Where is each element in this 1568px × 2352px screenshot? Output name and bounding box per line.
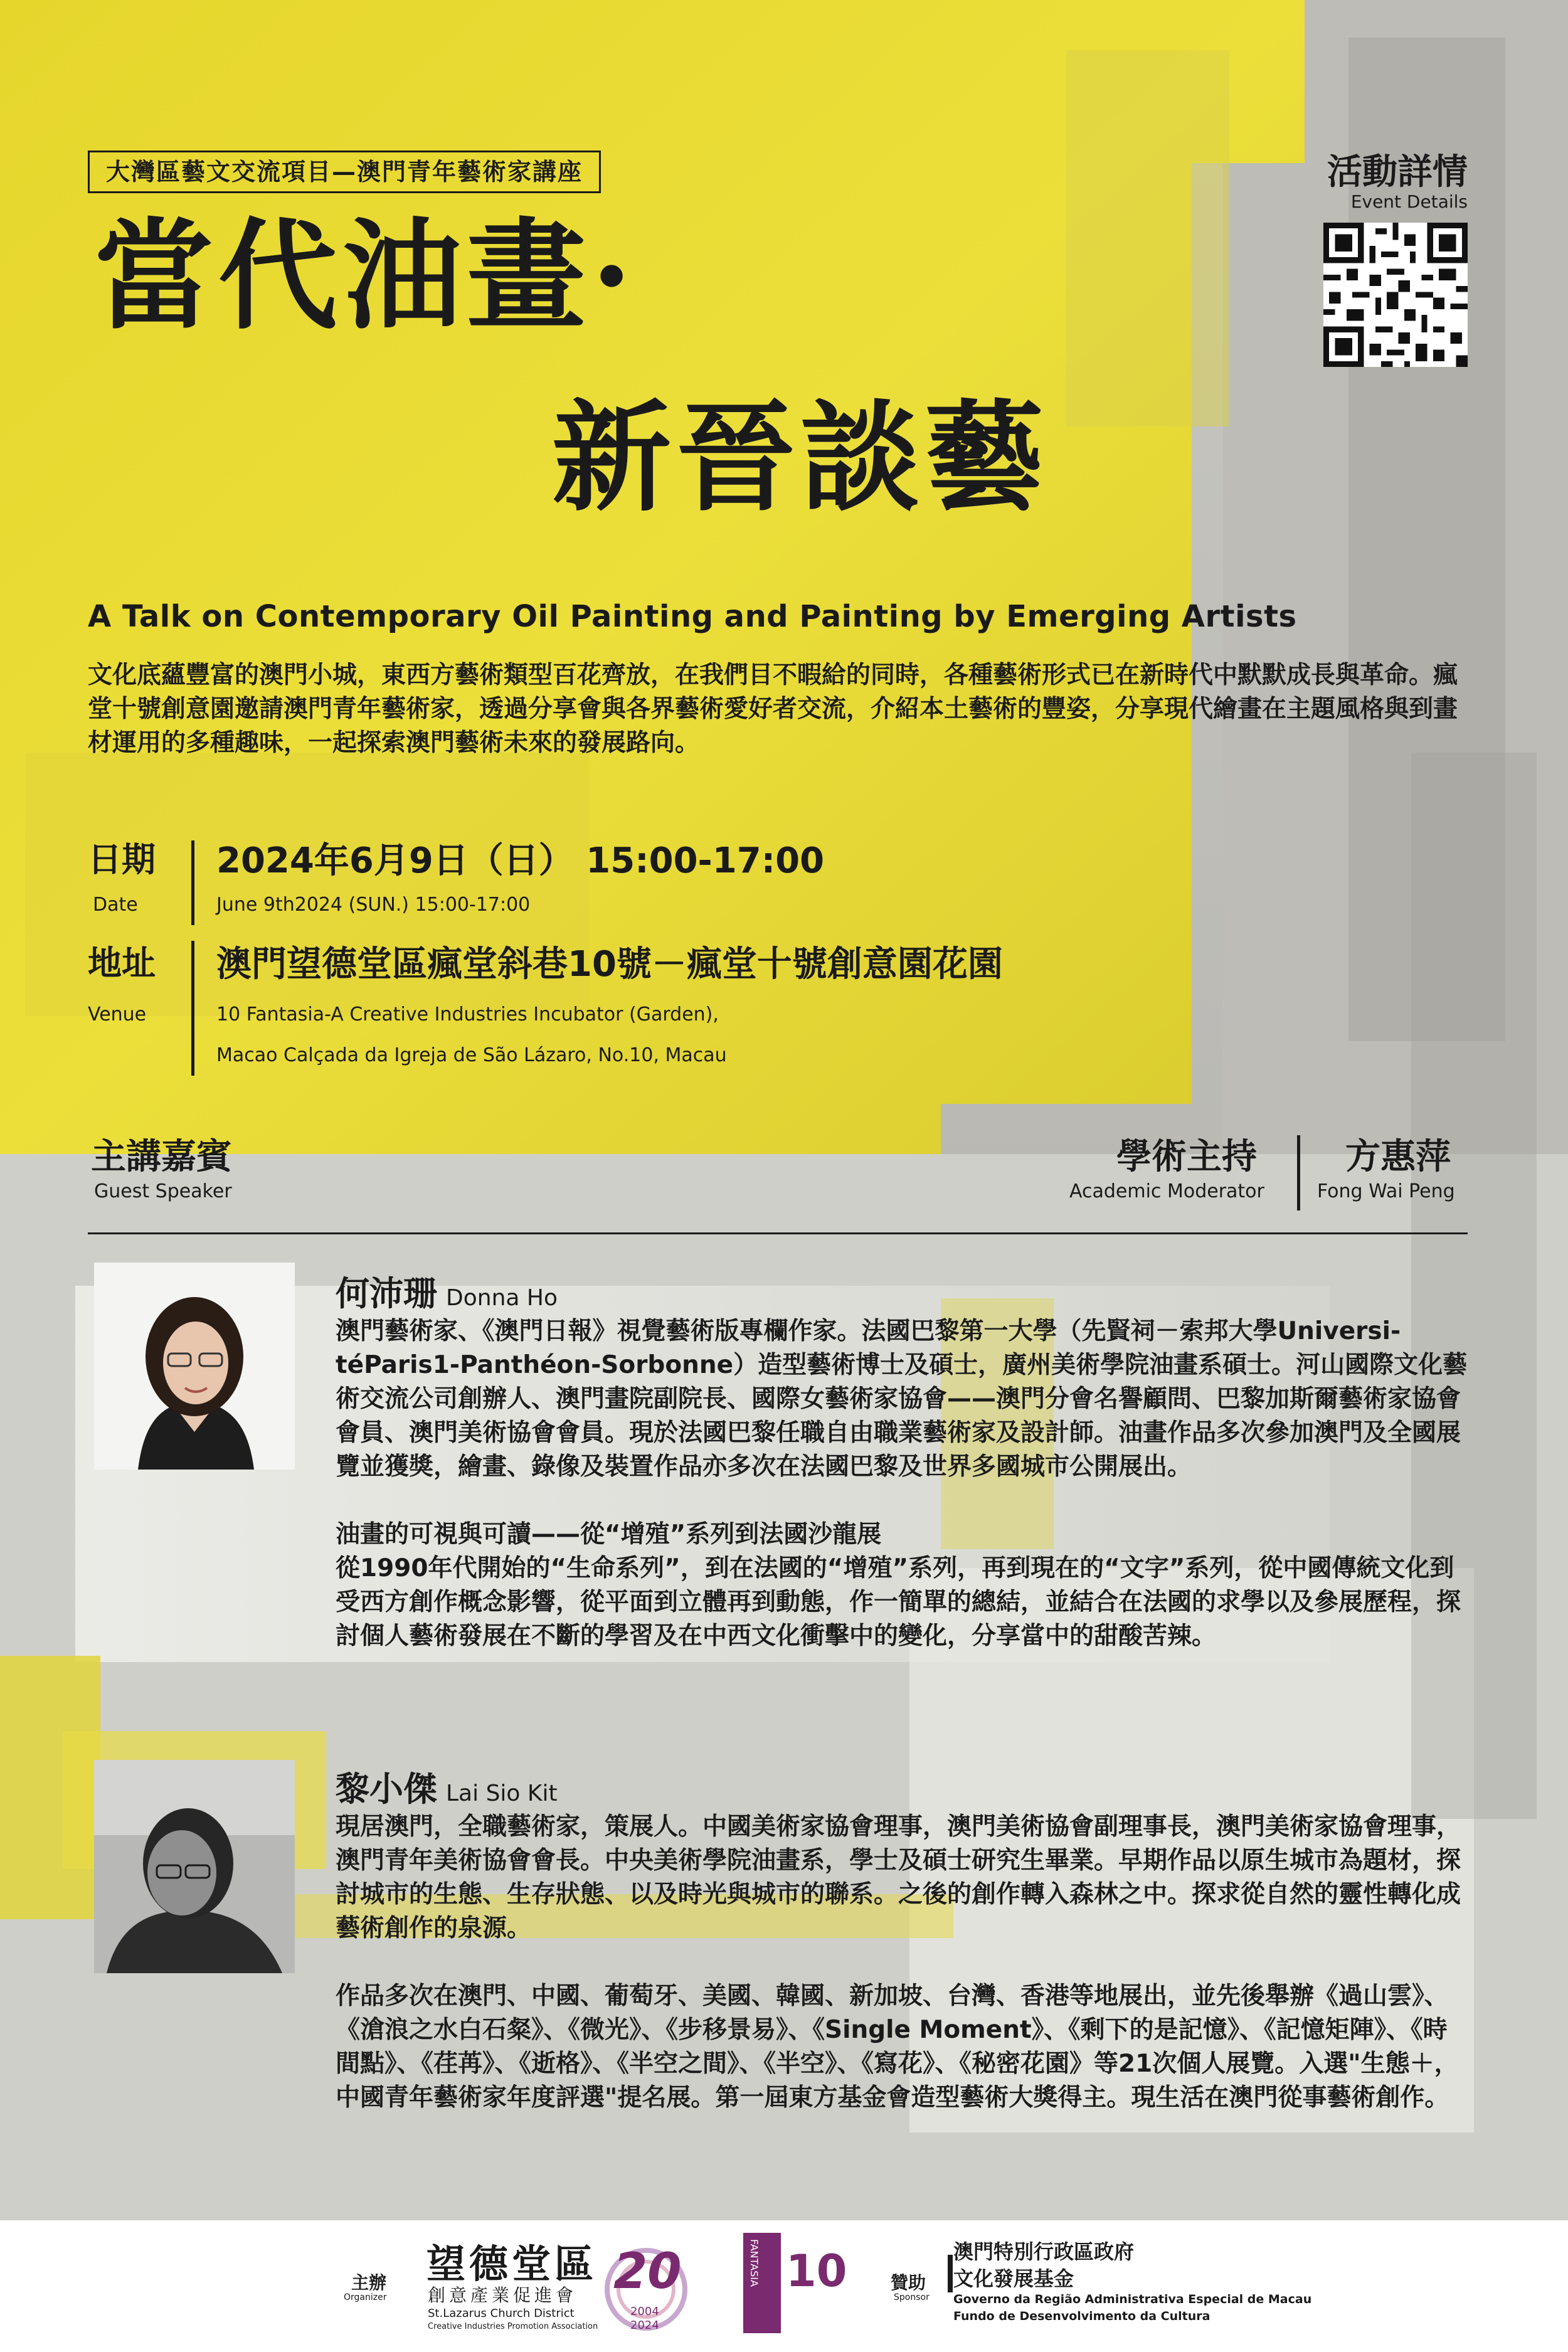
organizer-name: 望德堂區 [426,2241,598,2287]
speaker-name [336,1267,558,1315]
speaker-bio [336,1315,1468,1653]
date-label-en: Date [93,894,138,916]
sponsor-name-2: 文化發展基金 [953,2267,1074,2291]
moderator-divider [1297,1135,1300,1210]
talk-title: 油畫的可視與可讀——從“增殖”系列到法國沙龍展 [336,1520,882,1549]
qr-code-icon[interactable] [1323,223,1468,367]
sponsor-label: 贊助 [891,2272,926,2293]
english-title: A Talk on Contemporary Oil Painting and Painting by Emerging Artists [88,599,1297,634]
organizer-subname: 創意產業促進會 [428,2285,578,2306]
date-value-en: June 9th2024 (SUN.) 15:00-17:00 [216,894,531,916]
date-value: 2024年6月9日（日） 15:00-17:00 [216,840,825,881]
speaker-bio-paragraph: 現居澳門，全職藝術家，策展人。中國美術家協會理事，澳門美術協會副理事長，澳門美術家協會理事，澳門青年美術協會會長。中央美術學院油畫系，學士及碩士研究生畢業。早期作品以原生城市為題材，探討城市的生態、生存狀態、以及時光與城市的聯系。之後的創作轉入森林之中。探求從自然的靈性轉化成藝術創作的泉源。 [336,1813,1461,1942]
venue-label-en: Venue [88,1004,147,1025]
venue-label: 地址 [88,943,156,983]
speaker-name-en: Lai Sio Kit [446,1781,558,1806]
speaker-name-en: Donna Ho [446,1285,558,1311]
fantasia-logo-text: FANTASIA [748,2239,760,2287]
main-title-line1: 當代油畫· [94,206,638,346]
anniversary-year-end: 2024 [630,2319,659,2332]
moderator-heading-en: Academic Moderator [1069,1180,1264,1202]
venue-value-en-2: Macao Calçada da Igreja de São Lázaro, No.10, Macau [216,1044,727,1066]
speaker-bio-paragraph: 澳門藝術家、《澳門日報》視覺藝術版專欄作家。法國巴黎第一大學（先賢祠－索邦大學Universi-téParis1-Panthéon-Sorbonne）造型藝術博士及碩士，廣州美術學院油畫系碩士。河山國際文化藝術交流公司創辦人、澳門畫院副院長、國際女藝術家協會——澳門分會名譽顧問、巴黎加斯爾藝術家協會會員、澳門美術協會會員。現於法國巴黎任職自由職業藝術家及設計師。油畫作品多次參加澳門及全國展覽並獲獎，繪畫、錄像及裝置作品亦多次在法國巴黎及世界多國城市公開展出。 [336,1317,1468,1481]
speaker-photo-donna-ho [94,1263,295,1470]
organizer-en-1: St.Lazarus Church District [428,2307,575,2320]
venue-value-en-1: 10 Fantasia-A Creative Industries Incubator (Garden), [216,1004,719,1025]
organizer-label-en: Organizer [344,2292,387,2302]
tagline: 大灣區藝文交流項目—澳門青年藝術家講座 [88,151,601,193]
event-details-title: 活動詳情 [1327,152,1468,193]
speaker-photo-lai-sio-kit [94,1760,295,1973]
talk-description: 從1990年代開始的“生命系列”，到在法國的“增殖”系列，再到現在的“文字”系列，從中國傳統文化到受西方創作概念影響，從平面到立體再到動態，作一簡單的總結，並結合在法國的求學以及參展歷程，探討個人藝術發展在不斷的學習及在中西文化衝擊中的變化，分享當中的甜酸苦辣。 [336,1554,1461,1650]
speaker-name-zh: 何沛珊 [336,1274,437,1313]
sponsor-label-en: Sponsor [894,2292,930,2302]
sponsor-pt-1: Governo da Região Administrativa Especial de Macau [953,2292,1312,2306]
speaker-name-zh: 黎小傑 [336,1769,437,1809]
sponsor-pt-2: Fundo de Desenvolvimento da Cultura [953,2309,1210,2323]
anniversary-logo [602,2230,690,2343]
footer [0,2220,1568,2352]
speaker-bio [336,1810,1468,2115]
anniversary-number: 20 [613,2243,682,2300]
fantasia-number: 10 [786,2245,847,2297]
section-divider [88,1232,1468,1234]
event-details-subtitle: Event Details [1350,191,1468,212]
guest-speaker-heading: 主講嘉賓 [91,1136,231,1177]
speaker-exhibitions: 作品多次在澳門、中國、葡萄牙、美國、韓國、新加坡、台灣、香港等地展出，並先後舉辦《過山雲》、《滄浪之水白石粲》、《微光》、《步移景易》、《Single Moment》、《剩下的是記憶》、《記憶矩陣》、《時間點》、《荏苒》、《逝格》、《半空之間》、《半空》、《寫花》、《秘密花園》等21次個人展覽。入選"生態＋，中國青年藝術家年度評選"提名展。第一屆東方基金會造型藝術大獎得主。現生活在澳門從事藝術創作。 [336,1982,1459,2112]
fantasia-logo [743,2233,781,2333]
date-divider [191,840,194,925]
main-title-line2: 新晉談藝 [552,388,1049,527]
intro-paragraph: 文化底蘊豐富的澳門小城，東西方藝術類型百花齊放，在我們目不暇給的同時，各種藝術形式已在新時代中默默成長與革命。瘋堂十號創意園邀請澳門青年藝術家，透過分享會與各界藝術愛好者交流，介紹本土藝術的豐姿，分享現代繪畫在主題風格與到畫材運用的多種趣味，一起探索澳門藝術未來的發展路向。 [88,661,1458,757]
organizer-label: 主辦 [351,2272,387,2293]
date-label: 日期 [88,840,156,879]
venue-divider [191,941,194,1076]
speaker-name [336,1762,558,1811]
guest-speaker-heading-en: Guest Speaker [94,1180,232,1202]
moderator-heading: 學術主持 [1116,1136,1257,1177]
sponsor-name-1: 澳門特別行政區政府 [953,2240,1135,2264]
anniversary-year-start: 2004 [630,2305,659,2318]
organizer-en-2: Creative Industries Promotion Association [428,2322,598,2331]
moderator-name-en: Fong Wai Peng [1317,1180,1455,1202]
venue-value: 澳門望德堂區瘋堂斜巷10號－瘋堂十號創意園花園 [216,944,1003,985]
moderator-name: 方惠萍 [1345,1136,1451,1177]
